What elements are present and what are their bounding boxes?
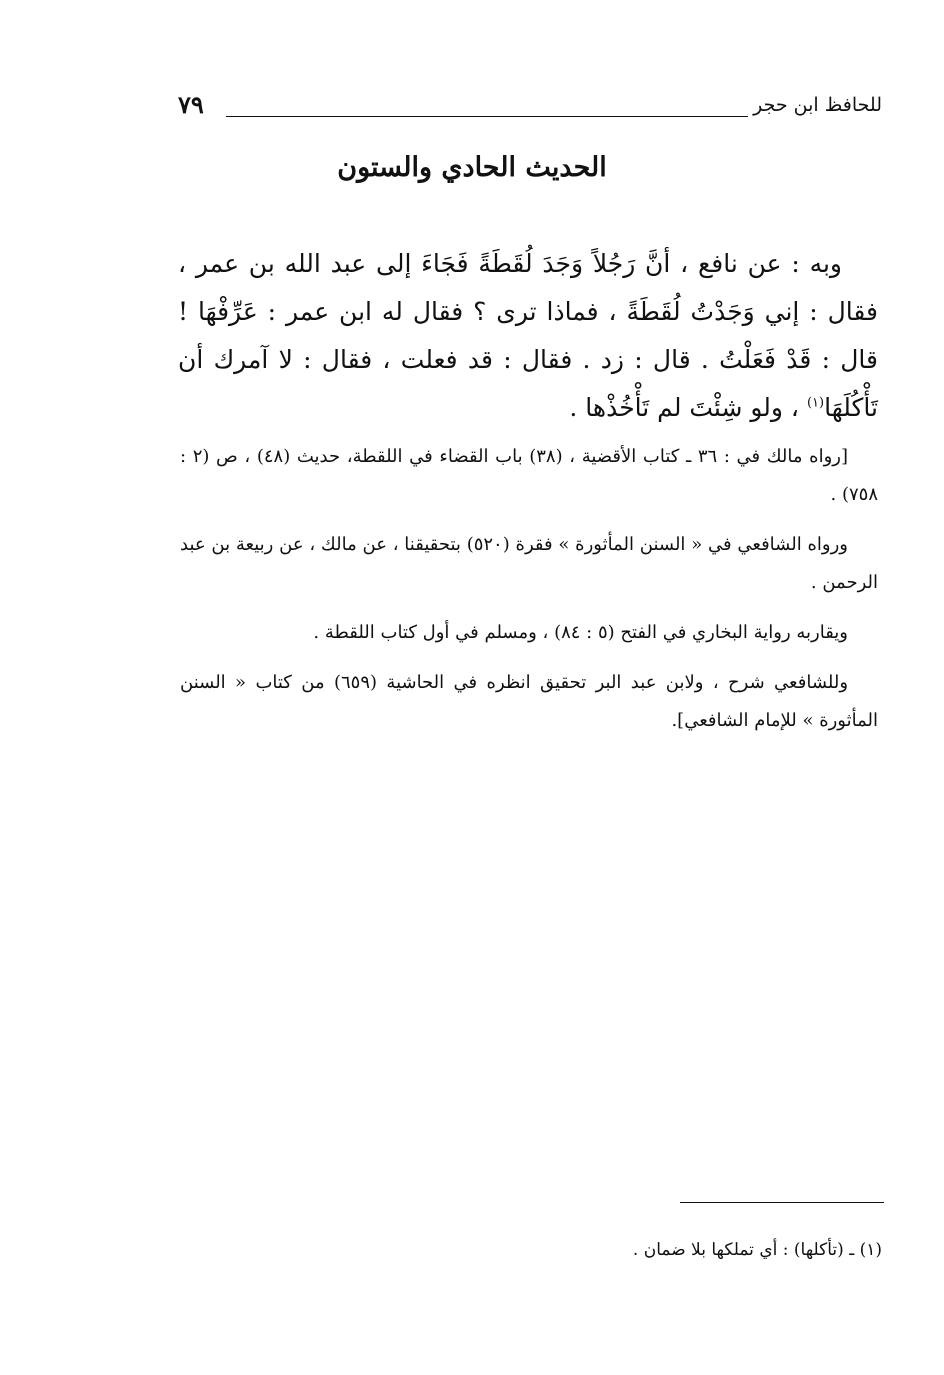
page-number: ٧٩ bbox=[178, 90, 204, 119]
header-rule bbox=[226, 116, 748, 117]
hadith-text-part1: وبه : عن نافع ، أنَّ رَجُلاً وَجَدَ لُقَطَةً فَجَاءَ إلى عبد الله بن عمر ، فقال : إني وَجَدْتُ لُقَطَةً ، فماذا ترى ؟ فقال له ابن عمر : عَرِّفْهَا ! قال : قَدْ فَعَلْتُ . قال : زد . فقال : قد فعلت ، فقال : لا آمرك أن تَأْكُلَهَا bbox=[178, 249, 878, 422]
reference-paragraph: ورواه الشافعي في « السنن المأثورة » فقرة (٥٢٠) بتحقيقنا ، عن مالك ، عن ربيعة بن عبد الرحمن . bbox=[180, 534, 878, 593]
hadith-paragraph bbox=[178, 240, 878, 432]
hadith-text bbox=[178, 240, 878, 432]
footnote-reference: (١) bbox=[806, 395, 825, 411]
hadith-title: الحديث الحادي والستون bbox=[337, 152, 607, 183]
references-block bbox=[180, 438, 878, 752]
reference-paragraph: ويقاربه رواية البخاري في الفتح (٥ : ٨٤) ، ومسلم في أول كتاب اللقطة . bbox=[313, 622, 848, 643]
footnote-rule bbox=[680, 1202, 884, 1203]
hadith-text-part2: ، ولو شِئْتَ لم تَأْخُذْها . bbox=[569, 393, 807, 422]
footnote: (١) ـ (تأكلها) : أي تملكها بلا ضمان . bbox=[632, 1240, 882, 1260]
running-header-author: للحافظ ابن حجر bbox=[753, 94, 882, 116]
reference-paragraph: وللشافعي شرح ، ولابن عبد البر تحقيق انظره في الحاشية (٦٥٩) من كتاب « السنن المأثورة » للإمام الشافعي]. bbox=[180, 672, 878, 731]
reference-paragraph: [رواه مالك في : ٣٦ ـ كتاب الأقضية ، (٣٨) باب القضاء في اللقطة، حديث (٤٨) ، ص (٢ : ٧٥٨) . bbox=[180, 446, 878, 505]
